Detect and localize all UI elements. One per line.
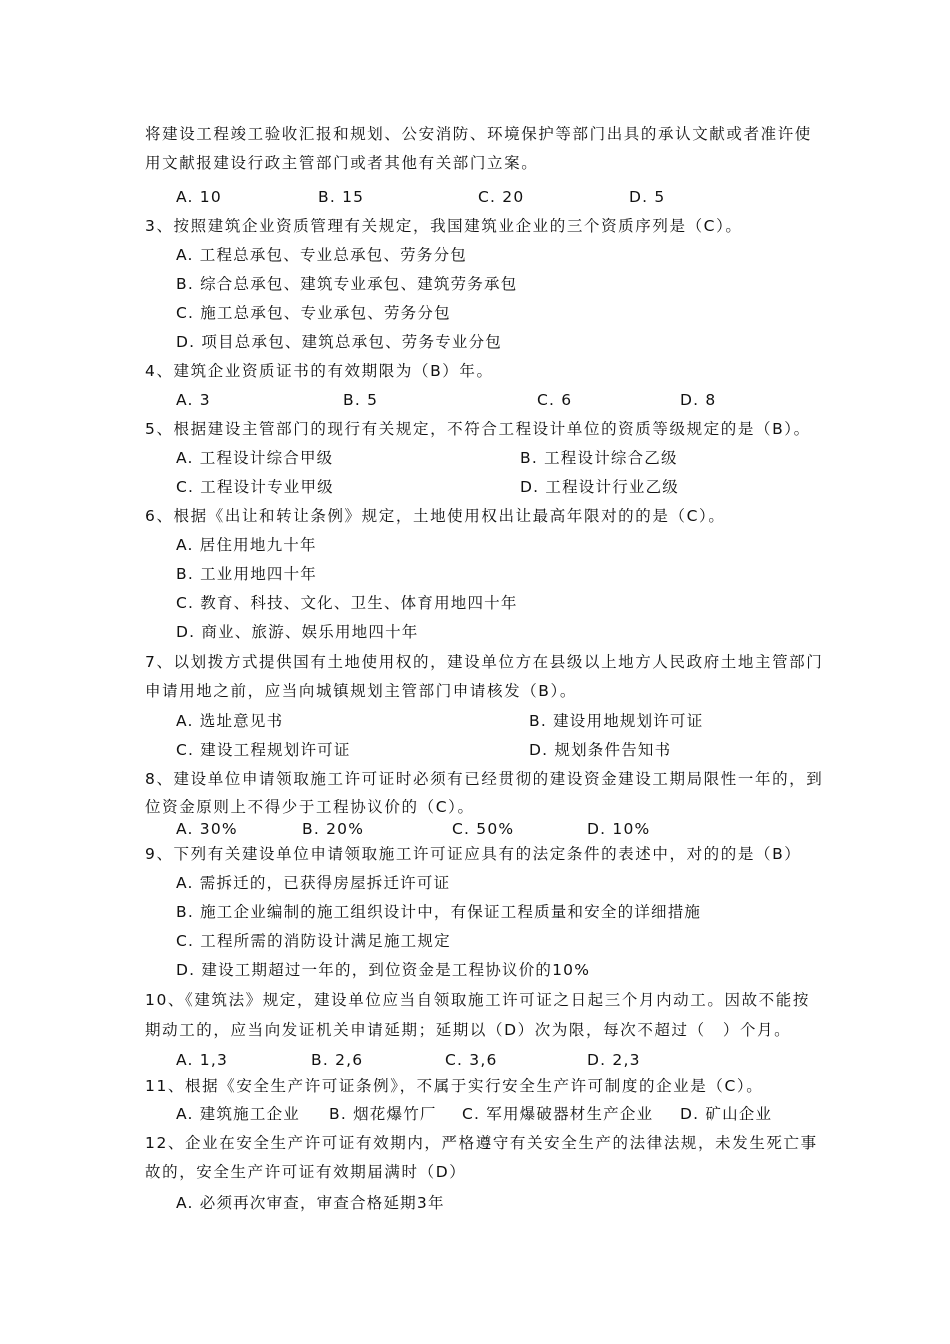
q9-option-c: C. 工程所需的消防设计满足施工规定 [176, 932, 451, 950]
q5-option-a: A. 工程设计综合甲级 [176, 449, 334, 467]
q8-option-c: C. 50% [452, 820, 515, 838]
q10-option-a: A. 1,3 [176, 1051, 229, 1069]
q6-option-c: C. 教育、科技、文化、卫生、体育用地四十年 [176, 594, 518, 612]
q12-stem-line-1: 12、企业在安全生产许可证有效期内，严格遵守有关安全生产的法律法规，未发生死亡事 [145, 1134, 818, 1152]
q11-option-d: D. 矿山企业 [680, 1105, 773, 1123]
q7-option-b: B. 建设用地规划许可证 [529, 712, 704, 730]
q4-option-b: B. 5 [343, 391, 379, 409]
q2-option-c: C. 20 [478, 188, 525, 206]
q6-option-d: D. 商业、旅游、娱乐用地四十年 [176, 623, 419, 641]
q5-option-c: C. 工程设计专业甲级 [176, 478, 334, 496]
q12-option-a: A. 必须再次审查，审查合格延期3年 [176, 1194, 445, 1212]
q7-option-c: C. 建设工程规划许可证 [176, 741, 351, 759]
q5-stem: 5、根据建设主管部门的现行有关规定，不符合工程设计单位的资质等级规定的是（B）。 [145, 420, 811, 438]
q4-option-c: C. 6 [537, 391, 573, 409]
q10-option-c: C. 3,6 [445, 1051, 498, 1069]
q10-option-b: B. 2,6 [311, 1051, 364, 1069]
q6-stem: 6、根据《出让和转让条例》规定，土地使用权出让最高年限对的的是（C）。 [145, 507, 726, 525]
q9-option-a: A. 需拆迁的，已获得房屋拆迁许可证 [176, 874, 451, 892]
q6-option-a: A. 居住用地九十年 [176, 536, 317, 554]
q3-option-c: C. 施工总承包、专业承包、劳务分包 [176, 304, 451, 322]
q10-option-d: D. 2,3 [587, 1051, 641, 1069]
q12-stem-line-2: 故的，安全生产许可证有效期届满时（D） [145, 1163, 467, 1181]
q11-stem: 11、根据《安全生产许可证条例》，不属于实行安全生产许可制度的企业是（C）。 [145, 1077, 764, 1095]
q5-option-b: B. 工程设计综合乙级 [520, 449, 678, 467]
q9-stem: 9、下列有关建设单位申请领取施工许可证应具有的法定条件的表述中，对的的是（B） [145, 845, 802, 863]
q2-option-b: B. 15 [318, 188, 365, 206]
q5-option-d: D. 工程设计行业乙级 [520, 478, 679, 496]
q7-stem-line-2: 申请用地之前，应当向城镇规划主管部门申请核发（B）。 [145, 682, 577, 700]
intro-line-2: 用文献报建设行政主管部门或者其他有关部门立案。 [145, 154, 539, 172]
q4-option-a: A. 3 [176, 391, 211, 409]
q10-stem-line-1: 10、《建筑法》规定，建设单位应当自领取施工许可证之日起三个月内动工。因故不能按 [145, 991, 810, 1009]
q8-option-a: A. 30% [176, 820, 238, 838]
q7-stem-line-1: 7、以划拨方式提供国有土地使用权的，建设单位方在县级以上地方人民政府土地主管部门 [145, 653, 824, 671]
q11-option-b: B. 烟花爆竹厂 [329, 1105, 437, 1123]
q11-option-c: C. 军用爆破器材生产企业 [462, 1105, 654, 1123]
q2-option-d: D. 5 [629, 188, 666, 206]
q8-option-b: B. 20% [302, 820, 365, 838]
q4-stem: 4、建筑企业资质证书的有效期限为（B）年。 [145, 362, 494, 380]
q8-option-d: D. 10% [587, 820, 651, 838]
q9-option-d: D. 建设工期超过一年的，到位资金是工程协议价的10% [176, 961, 591, 979]
q3-option-a: A. 工程总承包、专业总承包、劳务分包 [176, 246, 467, 264]
q6-option-b: B. 工业用地四十年 [176, 565, 317, 583]
q3-stem: 3、按照建筑企业资质管理有关规定，我国建筑业企业的三个资质序列是（C）。 [145, 217, 743, 235]
q2-option-a: A. 10 [176, 188, 222, 206]
q11-option-a: A. 建筑施工企业 [176, 1105, 300, 1123]
q8-stem-line-2: 位资金原则上不得少于工程协议价的（C）。 [145, 798, 475, 816]
q10-stem-line-2: 期动工的，应当向发证机关申请延期；延期以（D）次为限，每次不超过（ ）个月。 [145, 1021, 792, 1039]
q3-option-d: D. 项目总承包、建筑总承包、劳务专业分包 [176, 333, 502, 351]
q4-option-d: D. 8 [680, 391, 717, 409]
intro-line-1: 将建设工程竣工验收汇报和规划、公安消防、环境保护等部门出具的承认文献或者准许使 [145, 125, 812, 143]
q7-option-d: D. 规划条件告知书 [529, 741, 672, 759]
q7-option-a: A. 选址意见书 [176, 712, 284, 730]
q8-stem-line-1: 8、建设单位申请领取施工许可证时必须有已经贯彻的建设资金建设工期局限性一年的，到 [145, 770, 824, 788]
q9-option-b: B. 施工企业编制的施工组织设计中，有保证工程质量和安全的详细措施 [176, 903, 702, 921]
q3-option-b: B. 综合总承包、建筑专业承包、建筑劳务承包 [176, 275, 518, 293]
